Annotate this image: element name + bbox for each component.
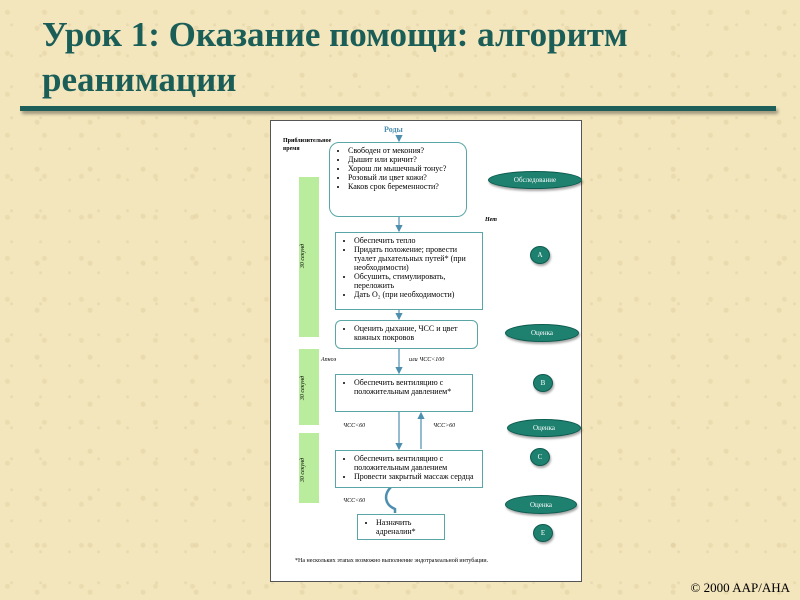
birth-label: Роды <box>384 125 403 134</box>
footnote: *На нескольких этапах возможно выполнение эндотрахеальной интубации. <box>295 558 489 564</box>
step-a-item: • Дать O₂ (при необходимости) <box>354 290 478 299</box>
copyright: © 2000 AAP/AHA <box>690 580 790 595</box>
assessment-item: • Каков срок беременности? <box>348 182 462 191</box>
evaluation-pill-1: Оценка <box>505 324 579 342</box>
arrow-c-to-adrenaline <box>386 487 395 513</box>
assessment-item: • Розовый ли цвет кожи? <box>348 173 462 182</box>
approx-time-label: Приблизительное время <box>283 138 332 152</box>
steps-c-box <box>335 450 483 488</box>
assessment-item: • Хорош ли мышечный тонус? <box>348 164 462 173</box>
assessment-item: • Свободен от мекония? <box>348 146 462 155</box>
title-divider <box>20 106 776 111</box>
step-e-pill: E <box>533 524 553 542</box>
step-a-item: • Обсушить, стимулировать, переложить <box>354 272 478 290</box>
step-a-item: • Придать положение; провести туалет дыхательных путей* (при необходимости) <box>354 245 478 272</box>
assessment-item: • Дышит или кричит? <box>348 155 462 164</box>
hr-below-60-label: ЧСС<60 <box>343 423 366 429</box>
hr-below-60-label-2: ЧСС<60 <box>343 498 366 504</box>
adrenaline-item: • Назначить адреналин* <box>376 518 440 536</box>
apnea-label: Апноэ <box>321 357 337 363</box>
ventilation-b-item: • Обеспечить вентиляцию с положительным давлением* <box>354 378 468 396</box>
ventilation-b-box <box>335 374 473 412</box>
evaluation-pill-2: Оценка <box>507 419 581 437</box>
time-segment-1: 30 секунд <box>300 243 307 269</box>
step-a-item: • Обеспечить тепло <box>354 236 478 245</box>
step-c-item: • Обеспечить вентиляцию с положительным давлением <box>354 454 478 472</box>
assessment-box <box>329 142 467 217</box>
steps-a-box <box>335 232 483 310</box>
step-c-pill: C <box>530 448 550 466</box>
time-segment-3: 30 секунд <box>300 457 307 483</box>
hr-above-60-label: ЧСС>60 <box>433 423 456 429</box>
adrenaline-box <box>357 514 445 540</box>
step-a-pill: A <box>530 246 550 264</box>
slide-title: Урок 1: Оказание помощи: алгоритм реанимации <box>42 15 628 99</box>
hr-below-100-label: или ЧСС<100 <box>409 357 445 363</box>
step-c-item: • Провести закрытый массаж сердца <box>354 472 478 481</box>
time-segment-2: 30 секунд <box>300 375 307 401</box>
evaluate-box <box>335 320 478 349</box>
exam-pill: Обследование <box>488 171 582 189</box>
no-label: Нет <box>485 217 497 223</box>
evaluate-item: • Оценить дыхание, ЧСС и цвет кожных покровов <box>354 324 473 342</box>
step-b-pill: B <box>533 374 553 392</box>
evaluation-pill-3: Оценка <box>505 495 577 514</box>
